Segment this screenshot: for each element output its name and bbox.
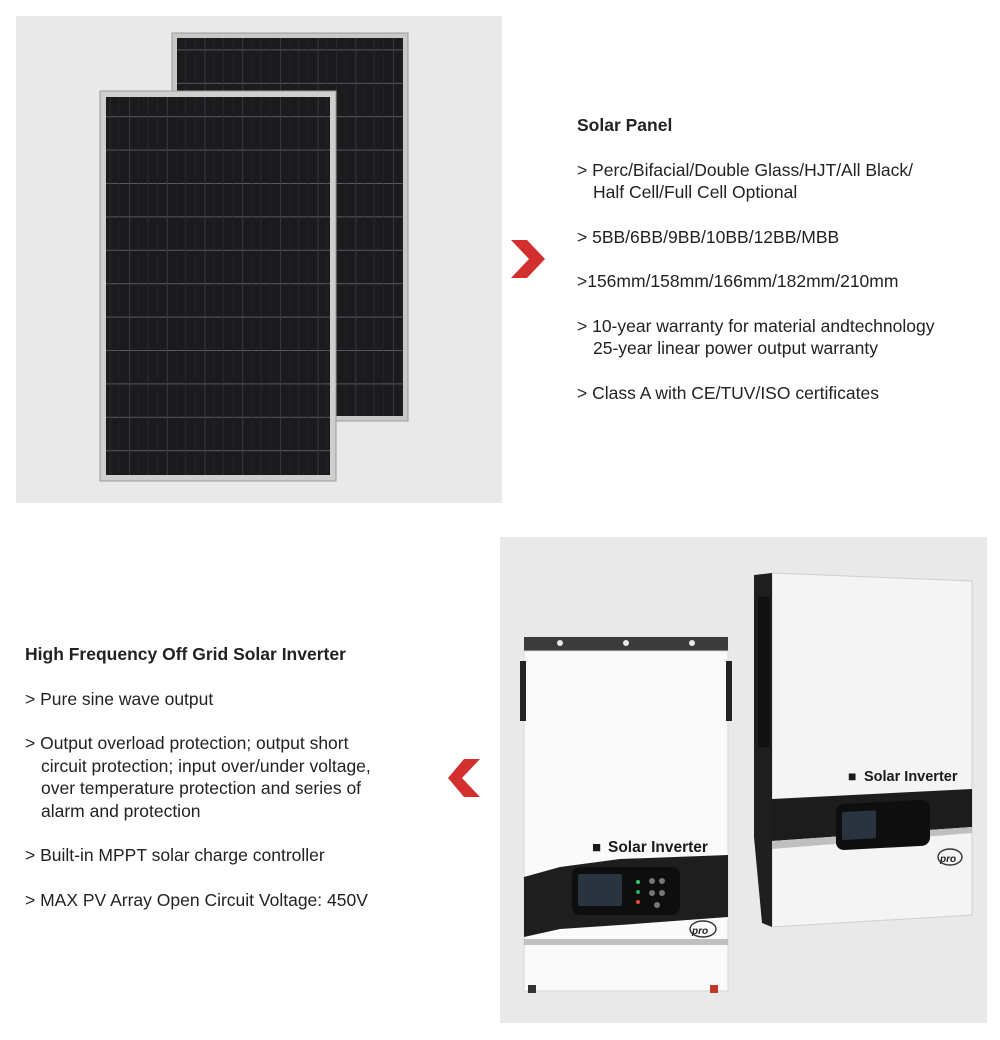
solar-panel-specs <box>577 114 934 404</box>
spec-item <box>577 382 934 405</box>
spec-line: > 5BB/6BB/9BB/10BB/12BB/MBB <box>577 226 840 247</box>
spec-item <box>577 270 934 293</box>
spec-item <box>577 315 934 360</box>
spec-line: >156mm/158mm/166mm/182mm/210mm <box>577 271 899 291</box>
spec-item <box>577 159 934 204</box>
spec-line: > Perc/Bifacial/Double Glass/HJT/All Black/ <box>577 159 914 180</box>
solar-panel-title: Solar Panel <box>577 115 673 135</box>
spec-line: alarm and protection <box>41 800 201 821</box>
chevron-left-icon <box>446 757 482 799</box>
svg-text:■: ■ <box>848 768 857 784</box>
spec-line: > 10-year warranty for material andtechnology <box>577 315 935 336</box>
pro-badge: pro <box>940 854 957 865</box>
spec-item <box>25 844 371 867</box>
solar-panel-illustration <box>16 16 502 503</box>
spec-item <box>577 226 934 249</box>
pro-badge: pro <box>692 926 709 937</box>
spec-item <box>25 889 371 912</box>
spec-line: > Built-in MPPT solar charge controller <box>25 845 325 865</box>
inverter-title: High Frequency Off Grid Solar Inverter <box>25 644 346 664</box>
inverter-illustration <box>500 537 987 1023</box>
spec-line: circuit protection; input over/under voltage, <box>41 755 371 776</box>
inverter-label: Solar Inverter <box>864 769 958 785</box>
spec-line: > Class A with CE/TUV/ISO certificates <box>577 382 879 403</box>
inverter-specs <box>25 643 371 911</box>
solar-panel-image <box>16 16 502 503</box>
spec-line: > Pure sine wave output <box>25 688 214 709</box>
inverter-front <box>520 637 732 993</box>
spec-line: > Output overload protection; output short <box>25 733 349 753</box>
chevron-right-icon <box>509 238 547 280</box>
inverter-image <box>500 537 987 1023</box>
svg-text:■: ■ <box>592 839 602 856</box>
inverter-back <box>754 573 972 927</box>
inverter-label: Solar Inverter <box>608 839 708 856</box>
spec-line: Half Cell/Full Cell Optional <box>593 182 798 202</box>
spec-item <box>25 732 371 822</box>
spec-line: > MAX PV Array Open Circuit Voltage: 450V <box>25 889 368 910</box>
spec-line: over temperature protection and series of <box>41 778 362 798</box>
spec-line: 25-year linear power output warranty <box>593 338 879 358</box>
spec-item <box>25 688 371 711</box>
